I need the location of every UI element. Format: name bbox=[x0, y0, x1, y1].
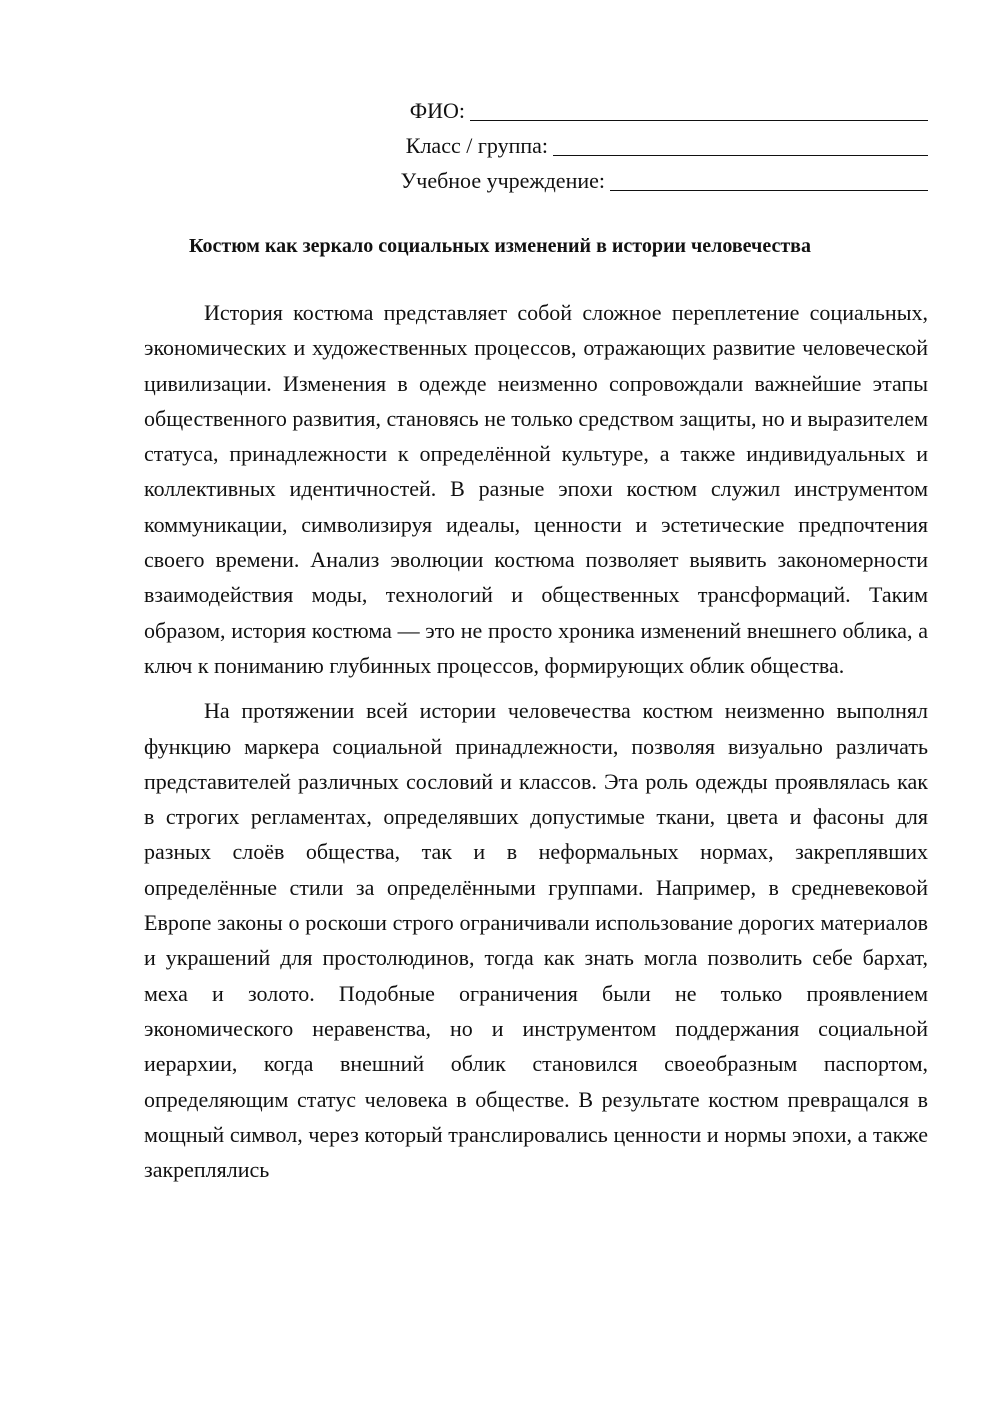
class-row bbox=[368, 128, 928, 163]
document-body bbox=[144, 295, 928, 1197]
fio-blank-line[interactable] bbox=[470, 98, 928, 121]
student-info-block bbox=[368, 93, 928, 198]
class-label: Класс / группа: bbox=[405, 133, 548, 158]
class-blank-line[interactable] bbox=[553, 133, 928, 156]
institution-blank-line[interactable] bbox=[610, 168, 928, 191]
institution-row bbox=[368, 163, 928, 198]
paragraph-1: История костюма представляет собой сложное переплетение социальных, экономических и художественных процессов, отражающих развитие человеческой цивилизации. Изменения в одежде неизменно сопровождали важнейшие этапы общественного развития, становясь не только средством защиты, но и выразителем статуса, принадлежности к определённой культуре, а также индивидуальных и коллективных идентичностей. В разные эпохи костюм служил инструментом коммуникации, символизируя идеалы, ценности и эстетические предпочтения своего времени. Анализ эволюции костюма позволяет выявить закономерности взаимодействия моды, технологий и общественных трансформаций. Таким образом, история костюма — это не просто хроника изменений внешнего облика, а ключ к пониманию глубинных процессов, формирующих облик общества. bbox=[144, 300, 928, 678]
document-title: Костюм как зеркало социальных изменений в истории человечества bbox=[189, 235, 811, 257]
paragraph-2: На протяжении всей истории человечества костюм неизменно выполнял функцию маркера социальной принадлежности, позволяя визуально различать представителей различных сословий и классов. Эта роль одежды проявлялась как в строгих регламентах, определявших допустимые ткани, цвета и фасоны для разных слоёв общества, так и в неформальных нормах, закреплявших определённые стили за определёнными группами. Например, в средневековой Европе законы о роскоши строго ограничивали использование дорогих материалов и украшений для простолюдинов, тогда как знать могла позволить себе бархат, меха и золото. Подобные ограничения были не только проявлением экономического неравенства, но и инструментом поддержания социальной иерархии, когда внешний облик становился своеобразным паспортом, определяющим статус человека в обществе. В результате костюм превращался в мощный символ, через который транслировались ценности и нормы эпохи, а также закреплялись bbox=[144, 698, 928, 1183]
institution-label: Учебное учреждение: bbox=[400, 168, 605, 193]
fio-row bbox=[368, 93, 928, 128]
fio-label: ФИО: bbox=[409, 98, 465, 123]
